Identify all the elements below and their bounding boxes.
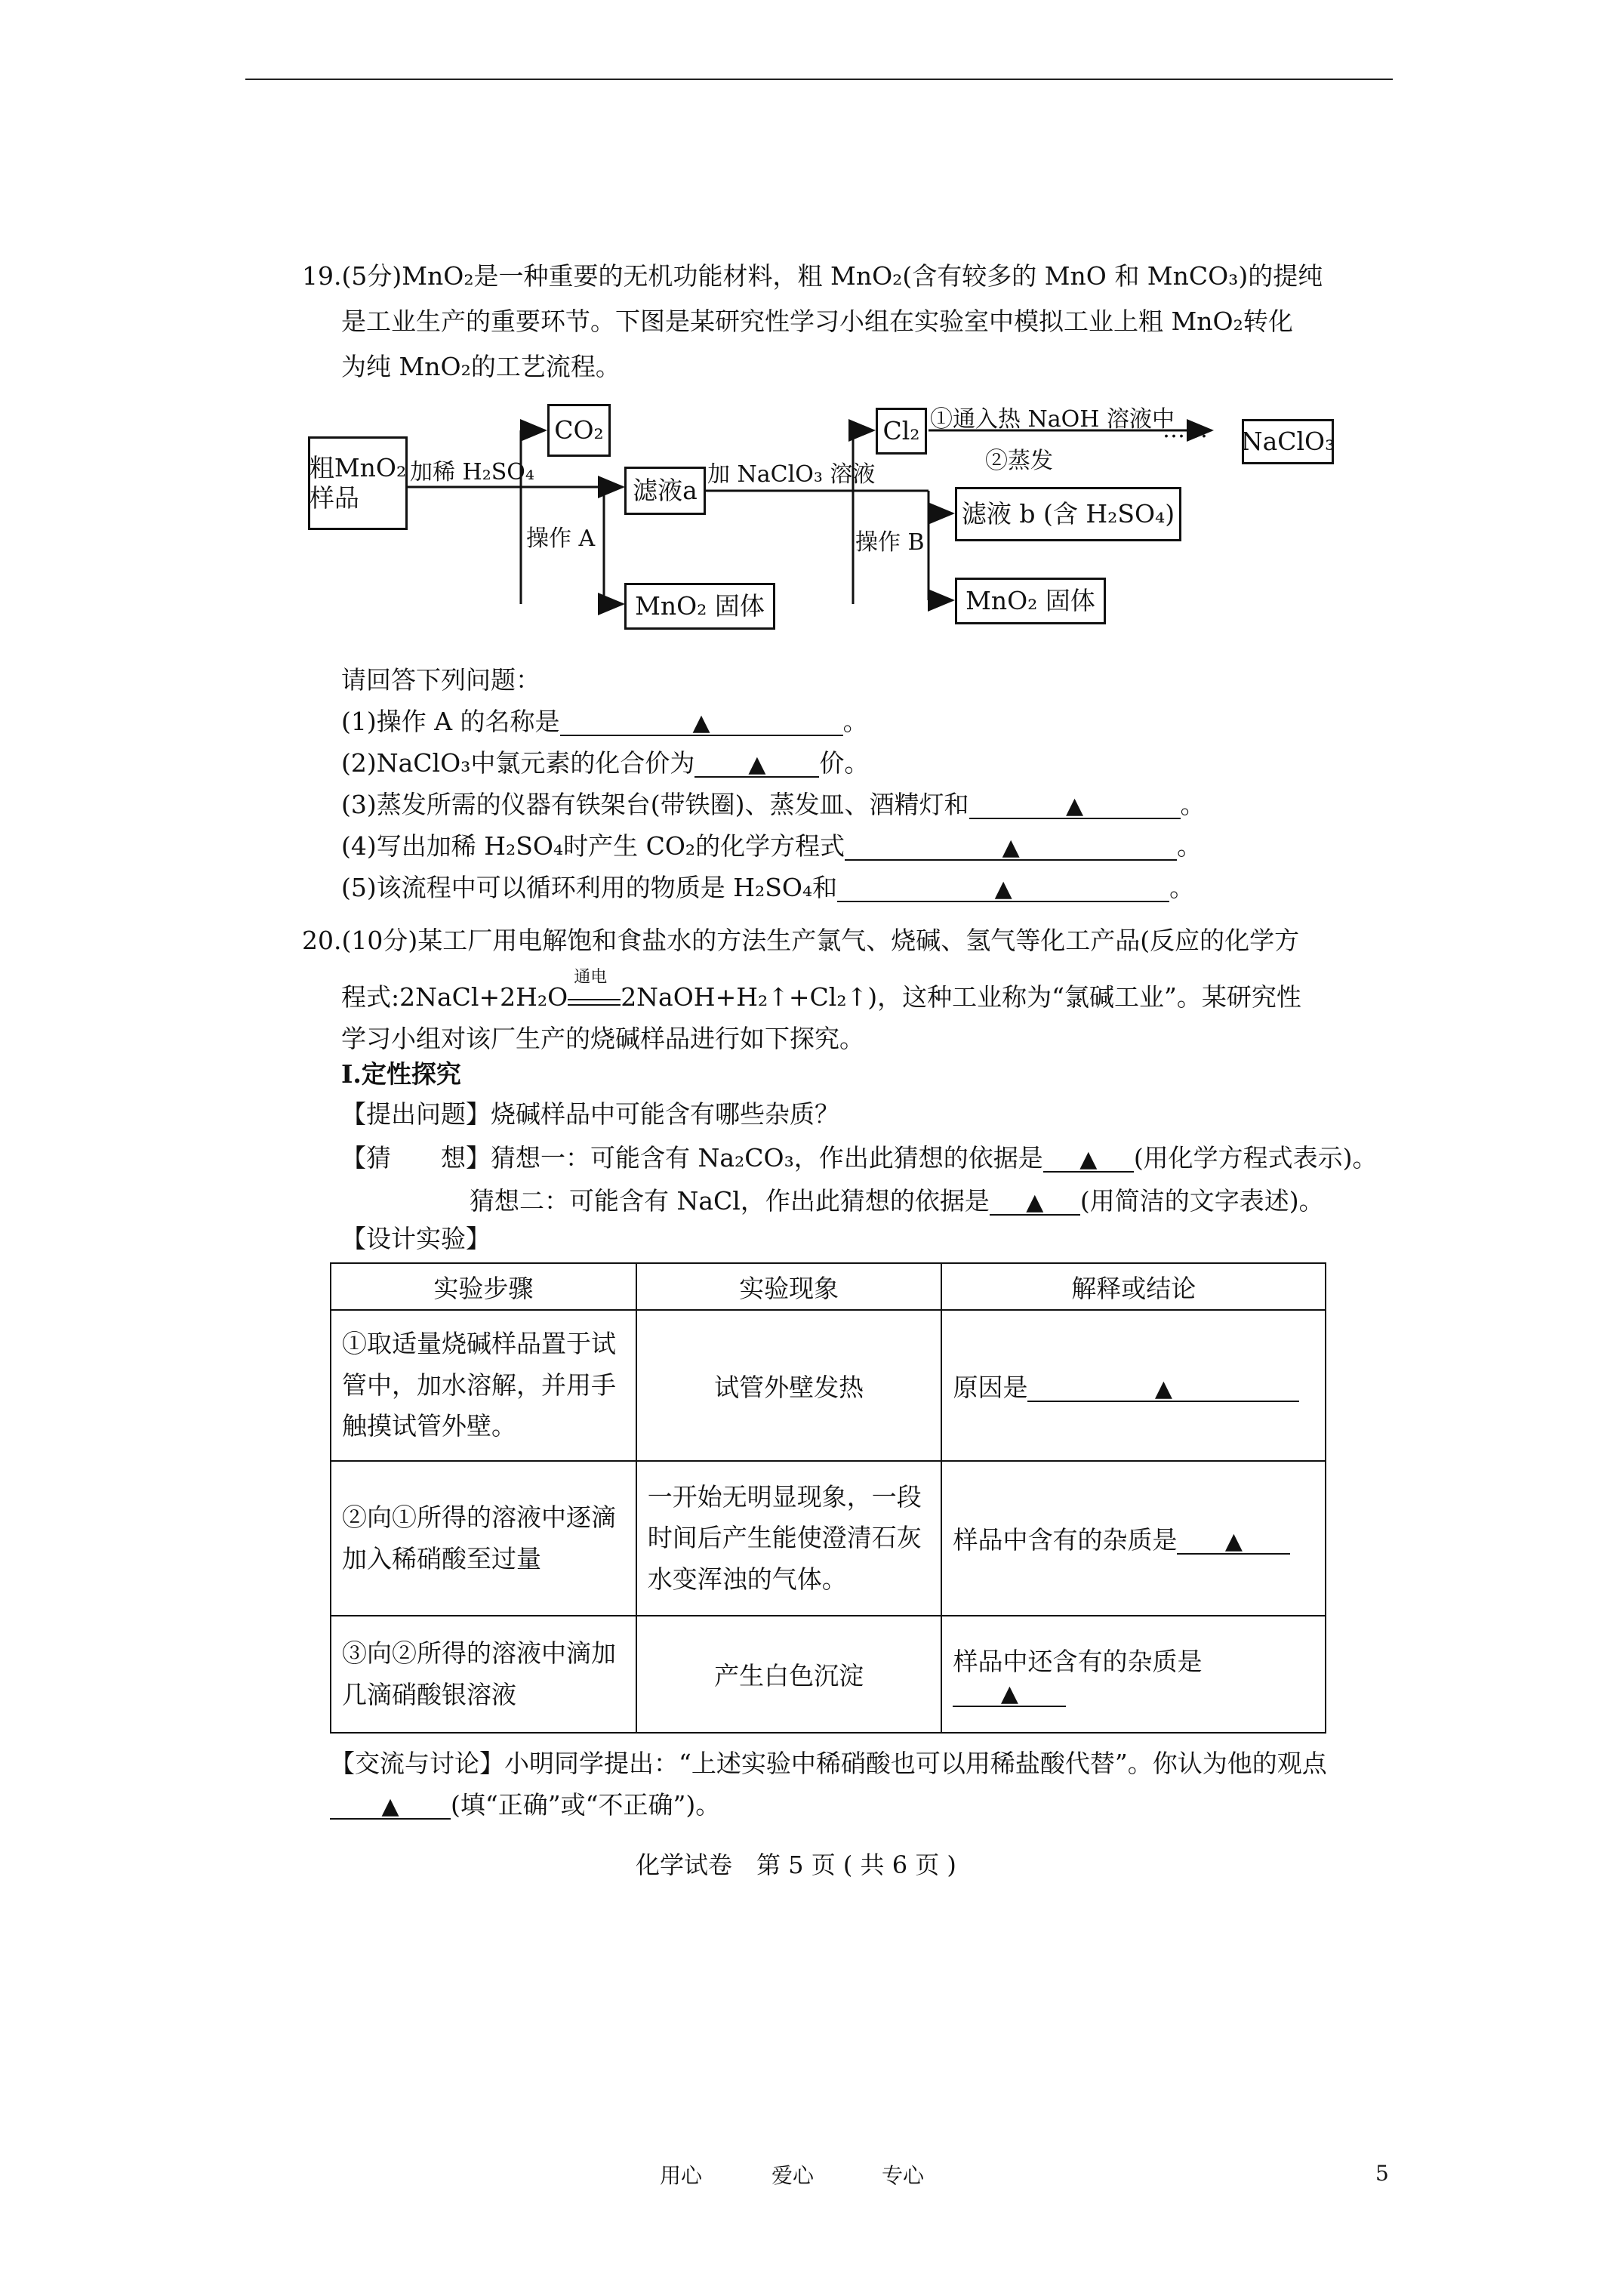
design-heading: 【设计实验】	[341, 1224, 491, 1253]
mno2-solid-b-box: MnO₂ 固体	[955, 578, 1106, 624]
triangle-marker-icon: ▲	[1154, 1375, 1172, 1402]
triangle-marker-icon: ▲	[1079, 1146, 1098, 1173]
q20-line3: 学习小组对该厂生产的烧碱样品进行如下探究。	[341, 1024, 864, 1053]
answer-blank[interactable]	[1043, 1145, 1134, 1173]
triangle-marker-icon: ▲	[994, 876, 1012, 902]
footer-item: 用心	[660, 2163, 703, 2188]
conclusion-cell	[941, 1310, 1326, 1461]
q20-equation-line	[341, 968, 1301, 1012]
q19-sub5	[341, 872, 1194, 903]
operation-b-label: 操作 B	[855, 529, 925, 556]
header-phenomena: 实验现象	[636, 1263, 942, 1310]
flow-dots: ……	[1163, 417, 1208, 443]
q19-sub5-text: (5)该流程中可以循环利用的物质是 H₂SO₄和	[341, 873, 838, 902]
q19-sub3-text: (3)蒸发所需的仪器有铁架台(带铁圈)、蒸发皿、酒精灯和	[341, 790, 969, 819]
q19-sub1-end: 。	[842, 707, 868, 736]
answer-blank[interactable]	[953, 1680, 1066, 1707]
answer-blank[interactable]	[694, 750, 819, 778]
triangle-marker-icon: ▲	[748, 751, 766, 778]
conclusion-text: 样品中还含有的杂质是	[953, 1646, 1203, 1676]
electrolysis-condition: 通电	[574, 968, 608, 987]
triangle-marker-icon: ▲	[1026, 1189, 1044, 1216]
ask-question: 【提出问题】烧碱样品中可能含有哪些杂质？	[341, 1099, 839, 1129]
header-steps: 实验步骤	[331, 1263, 636, 1310]
guess1	[341, 1142, 1378, 1173]
triangle-marker-icon: ▲	[381, 1793, 399, 1820]
filtrate-a-box: 滤液a	[624, 467, 706, 515]
q19-line2: 是工业生产的重要环节。下图是某研究性学习小组在实验室中模拟工业上粗 MnO₂转化	[341, 307, 1293, 336]
evaporate-step-label: ②蒸发	[985, 448, 1053, 474]
conclusion-cell	[941, 1461, 1326, 1616]
answer-blank[interactable]	[1177, 1527, 1290, 1555]
q19-prompt: 请回答下列问题：	[341, 665, 540, 695]
guess2-end: (用简洁的文字表述)。	[1079, 1186, 1324, 1216]
guess1-end: (用化学方程式表示)。	[1133, 1143, 1378, 1173]
q19-sub5-end: 。	[1169, 873, 1195, 902]
table-row	[331, 1461, 1326, 1616]
add-h2so4-label: 加稀 H₂SO₄	[410, 459, 534, 485]
discussion-line2	[330, 1789, 720, 1820]
experiment-table	[330, 1262, 1326, 1734]
answer-blank[interactable]	[845, 834, 1177, 861]
conclusion-text: 原因是	[953, 1372, 1028, 1402]
conclusion-text: 样品中含有的杂质是	[953, 1525, 1178, 1555]
answer-blank[interactable]	[990, 1188, 1080, 1216]
q19-sub2-end: 价。	[819, 748, 870, 778]
q20-eq-right: 2NaOH+H₂↑+Cl₂↑)，这种工业称为“氯碱工业”。某研究性	[621, 982, 1301, 1012]
q19-sub1-text: (1)操作 A 的名称是	[341, 707, 560, 736]
discussion-line1: 【交流与讨论】小明同学提出：“上述实验中稀硝酸也可以用稀盐酸代替”。你认为他的观点	[330, 1749, 1327, 1778]
q19-sub4-end: 。	[1177, 831, 1203, 861]
electrolysis-arrow	[568, 968, 621, 1006]
mno2-solid-a-box: MnO₂ 固体	[624, 583, 775, 630]
answer-blank[interactable]	[969, 792, 1181, 819]
co2-box: CO₂	[547, 404, 611, 457]
phenomenon-cell: 一开始无明显现象，一段时间后产生能使澄清石灰水变浑浊的气体。	[636, 1461, 942, 1616]
add-naclo3-label: 加 NaClO₃ 溶液	[707, 461, 876, 488]
section-heading: Ⅰ.定性探究	[341, 1059, 461, 1089]
q19-sub3	[341, 789, 1206, 820]
q19-sub2-text: (2)NaClO₃中氯元素的化合价为	[341, 748, 695, 778]
answer-blank[interactable]	[330, 1792, 451, 1820]
answer-blank[interactable]	[837, 875, 1169, 902]
phenomenon-cell: 产生白色沉淀	[636, 1616, 942, 1733]
table-header-row	[331, 1263, 1326, 1310]
conclusion-cell	[941, 1616, 1326, 1733]
guess2	[470, 1185, 1324, 1216]
answer-blank[interactable]	[1027, 1375, 1299, 1402]
q19-sub3-end: 。	[1180, 790, 1206, 819]
naclo3-box: NaClO₃	[1242, 419, 1334, 464]
triangle-marker-icon: ▲	[1002, 834, 1020, 861]
table-row	[331, 1616, 1326, 1733]
footer-item: 专心	[882, 2163, 925, 2188]
triangle-marker-icon: ▲	[1000, 1680, 1018, 1707]
q19-line1: 19.(5分)MnO₂是一种重要的无机功能材料，粗 MnO₂(含有较多的 MnO 和 MnCO₃)的提纯	[302, 261, 1323, 291]
page-number: 5	[1375, 2161, 1389, 2186]
process-flow-arrows	[0, 0, 1623, 649]
footer-item: 爱心	[771, 2163, 815, 2188]
q20-eq-left: 程式:2NaCl+2H₂O	[341, 982, 568, 1012]
phenomenon-cell: 试管外壁发热	[636, 1310, 942, 1461]
guess2-text: 猜想二：可能含有 NaCl，作出此猜想的依据是	[470, 1186, 990, 1216]
page-footer: 化学试卷 第 5 页 ( 共 6 页 )	[636, 1851, 956, 1879]
step-cell: ②向①所得的溶液中逐滴加入稀硝酸至过量	[331, 1461, 636, 1616]
filtrate-b-box: 滤液 b (含 H₂SO₄)	[955, 487, 1181, 541]
header-conclusion: 解释或结论	[941, 1263, 1326, 1310]
q20-line1: 20.(10分)某工厂用电解饱和食盐水的方法生产氯气、烧碱、氢气等化工产品(反应的化学方	[302, 926, 1300, 955]
operation-a-label: 操作 A	[526, 525, 596, 552]
step-cell: ③向②所得的溶液中滴加几滴硝酸银溶液	[331, 1616, 636, 1733]
triangle-marker-icon: ▲	[692, 710, 710, 736]
table-row	[331, 1310, 1326, 1461]
guess1-text: 【猜 想】猜想一：可能含有 Na₂CO₃，作出此猜想的依据是	[341, 1143, 1043, 1173]
q19-sub2	[341, 747, 869, 778]
answer-blank[interactable]	[560, 709, 843, 736]
discussion-end: (填“正确”或“不正确”)。	[451, 1790, 721, 1820]
triangle-marker-icon: ▲	[1224, 1528, 1243, 1555]
q19-line3: 为纯 MnO₂的工艺流程。	[341, 352, 621, 381]
naoh-step-label: ①通入热 NaOH 溶液中	[930, 406, 1175, 433]
q19-sub1	[341, 706, 868, 737]
crude-mno2-box: 粗MnO₂ 样品	[308, 436, 408, 530]
triangle-marker-icon: ▲	[1065, 793, 1084, 819]
step-cell: ①取适量烧碱样品置于试管中，加水溶解，并用手触摸试管外壁。	[331, 1310, 636, 1461]
cl2-box: Cl₂	[876, 408, 927, 455]
q19-sub4	[341, 831, 1202, 861]
q19-sub4-text: (4)写出加稀 H₂SO₄时产生 CO₂的化学方程式	[341, 831, 845, 861]
